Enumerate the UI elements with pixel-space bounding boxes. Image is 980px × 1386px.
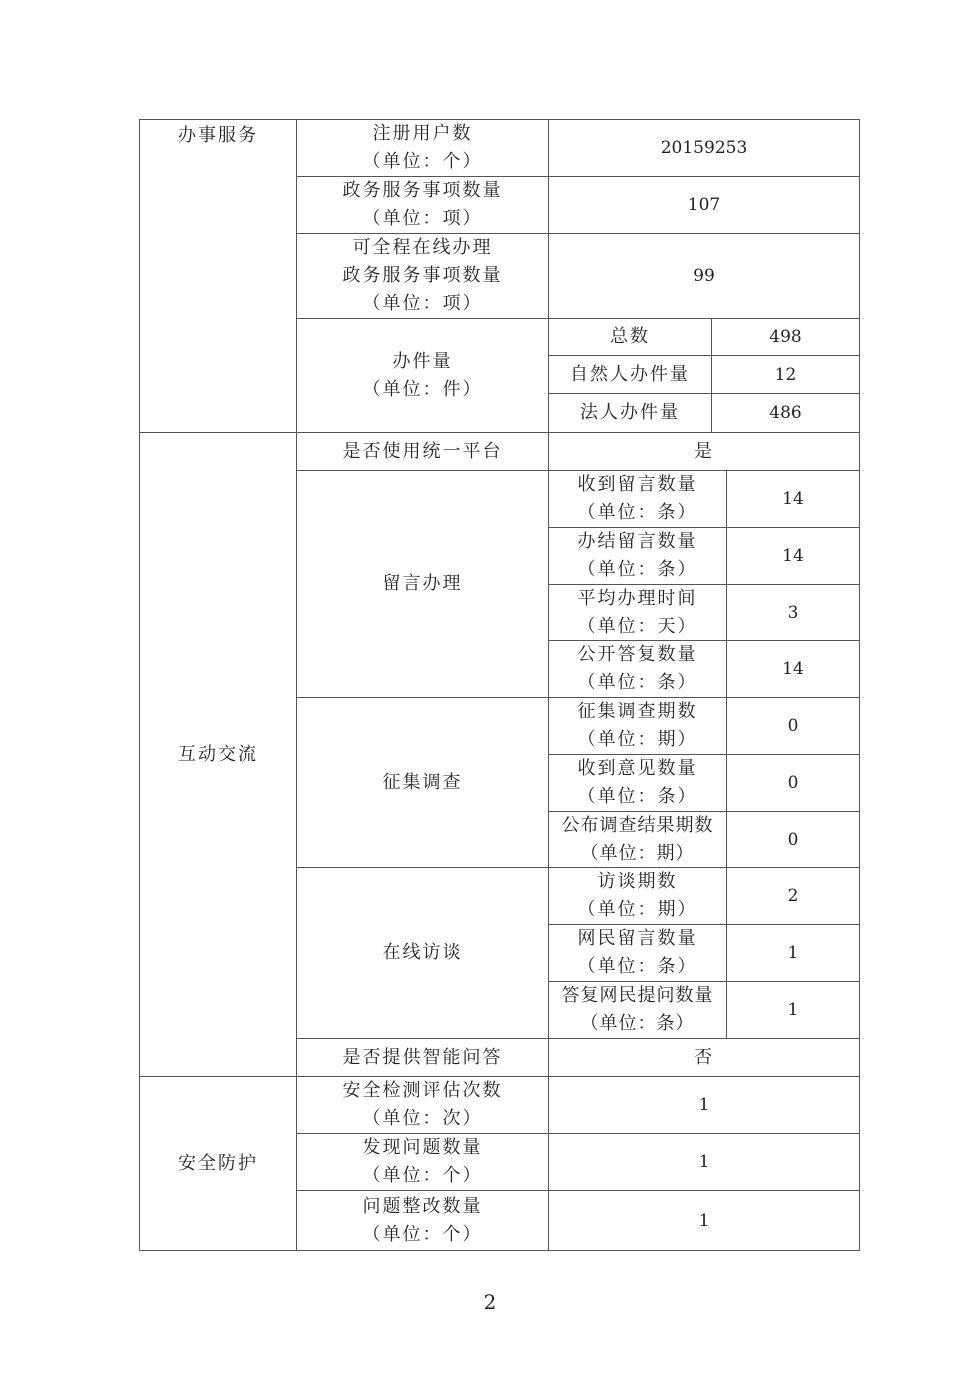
assessments-value: 1 xyxy=(698,1095,710,1115)
online-items-value: 99 xyxy=(693,266,715,286)
cases-legal-label: 法人办件量 xyxy=(580,402,680,423)
survey-title: 征集调查 xyxy=(382,771,463,793)
online-items-label: 可全程在线办理 政务服务事项数量 （单位：项） xyxy=(342,237,503,314)
section-title-security: 安全防护 xyxy=(178,1152,258,1174)
cases-natural-label: 自然人办件量 xyxy=(570,363,690,385)
messages-public-replies-label: 公开答复数量 （单位：条） xyxy=(577,644,698,693)
messages-completed-value: 14 xyxy=(782,546,804,566)
page-number: 2 xyxy=(483,1290,497,1314)
survey-results-value: 0 xyxy=(787,829,799,850)
survey-results-label: 公布调查结果期数 （单位：期） xyxy=(561,814,714,864)
cases-total-label: 总数 xyxy=(610,326,650,347)
messages-received-label: 收到留言数量 （单位：条） xyxy=(577,474,698,523)
messages-title: 留言办理 xyxy=(382,573,463,594)
survey-opinions-label: 收到意见数量 （单位：条） xyxy=(577,758,698,807)
service-items-label: 政务服务事项数量 （单位：项） xyxy=(342,180,503,229)
cases-label: 办件量 （单位：件） xyxy=(362,350,483,400)
survey-periods-value: 0 xyxy=(787,716,799,736)
messages-avg-time-label: 平均办理时间 （单位：天） xyxy=(577,587,698,637)
messages-received-value: 14 xyxy=(782,489,804,509)
survey-periods-label: 征集调查期数 （单位：期） xyxy=(577,701,698,750)
section-title-service: 办事服务 xyxy=(178,125,258,146)
messages-completed-label: 办结留言数量 （单位：条） xyxy=(577,531,698,580)
unified-platform-label: 是否使用统一平台 xyxy=(342,440,503,462)
interview-answered-label: 答复网民提问数量 （单位：条） xyxy=(561,985,714,1034)
assessments-label: 安全检测评估次数 （单位：次） xyxy=(342,1080,503,1129)
interview-netizen-messages-label: 网民留言数量 （单位：条） xyxy=(577,928,698,977)
interview-answered-value: 1 xyxy=(787,1000,799,1020)
cases-natural-value: 12 xyxy=(774,364,797,385)
smart-qa-value: 否 xyxy=(694,1046,714,1068)
interview-title: 在线访谈 xyxy=(382,942,463,963)
unified-platform-value: 是 xyxy=(694,440,714,462)
interview-periods-label: 访谈期数 （单位：期） xyxy=(577,871,698,920)
issues-fixed-value: 1 xyxy=(698,1210,710,1231)
table-border-bottom xyxy=(139,1250,860,1251)
survey-opinions-value: 0 xyxy=(787,773,799,793)
interview-netizen-messages-value: 1 xyxy=(787,943,799,963)
registered-users-value: 20159253 xyxy=(660,138,748,158)
registered-users-label: 注册用户数 （单位：个） xyxy=(362,123,483,172)
cases-total-value: 498 xyxy=(769,327,802,347)
smart-qa-label: 是否提供智能问答 xyxy=(342,1046,503,1068)
service-items-value: 107 xyxy=(687,195,721,215)
issues-fixed-label: 问题整改数量 （单位：个） xyxy=(362,1195,483,1245)
messages-public-replies-value: 14 xyxy=(782,659,804,679)
table-border-right xyxy=(859,119,860,1251)
section-title-interaction: 互动交流 xyxy=(178,743,258,765)
interview-periods-value: 2 xyxy=(787,886,799,906)
issues-found-value: 1 xyxy=(698,1152,710,1172)
issues-found-label: 发现问题数量 （单位：个） xyxy=(362,1137,483,1186)
cases-legal-value: 486 xyxy=(769,403,802,423)
messages-avg-time-value: 3 xyxy=(787,602,799,623)
